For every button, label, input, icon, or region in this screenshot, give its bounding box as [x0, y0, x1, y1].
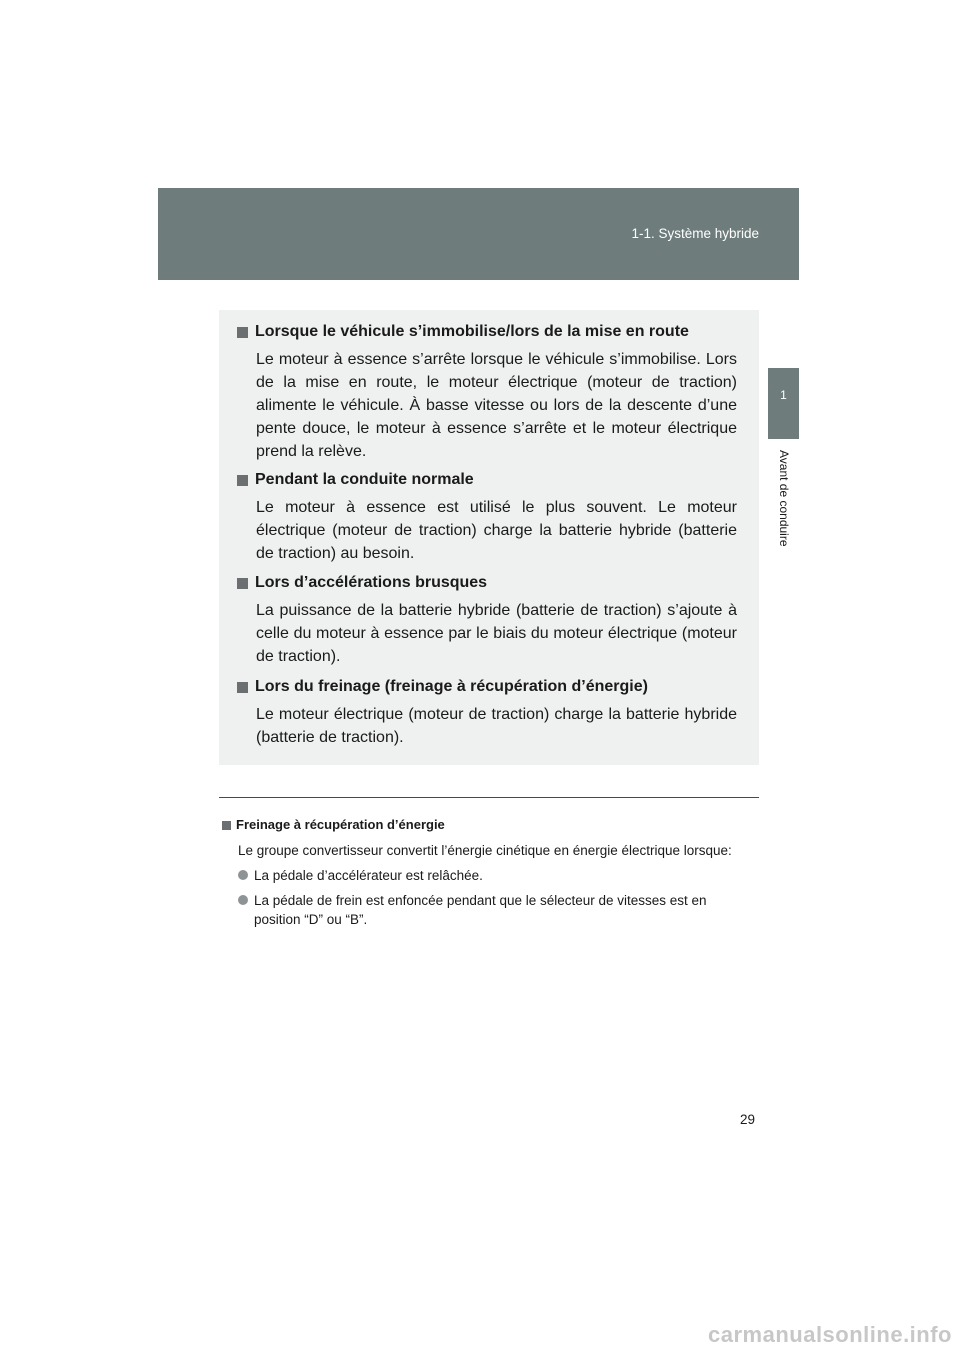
- info-item-heading: [237, 320, 737, 344]
- info-item: [237, 571, 737, 668]
- info-item-heading: [237, 675, 737, 699]
- square-bullet-icon: [237, 475, 248, 486]
- info-item-text: Le moteur à essence s’arrête lorsque le véhicule s’immobilise. Lors de la mise en route, le moteur électrique (moteur de traction) alimente le véhicule. À basse vitesse ou lors de la descente d’une pente douce, le moteur à essence s’arrête et le moteur électrique prend la relève.: [256, 351, 737, 460]
- info-item: [237, 468, 737, 565]
- note-bullet: [238, 866, 752, 885]
- info-box: [219, 310, 759, 765]
- square-bullet-icon: [237, 578, 248, 589]
- square-bullet-icon: [237, 327, 248, 338]
- note-heading-text: Freinage à récupération d’énergie: [236, 817, 445, 832]
- round-bullet-icon: [238, 895, 248, 905]
- info-item-text: Le moteur électrique (moteur de traction) charge la batterie hybride (batterie de traction).: [256, 706, 737, 746]
- square-bullet-icon: [237, 682, 248, 693]
- round-bullet-icon: [238, 870, 248, 880]
- section-title: 1-1. Système hybride: [631, 226, 759, 241]
- note-bullet-text: La pédale d’accélérateur est relâchée.: [254, 868, 483, 883]
- info-item-heading-text: Lorsque le véhicule s’immobilise/lors de la mise en route: [255, 323, 689, 340]
- info-item-heading-text: Pendant la conduite normale: [255, 471, 474, 488]
- info-item-heading: [237, 571, 737, 595]
- section-divider: [219, 797, 759, 798]
- info-item-text: Le moteur à essence est utilisé le plus souvent. Le moteur électrique (moteur de traction) charge la batterie hybride (batterie de traction) au besoin.: [256, 499, 737, 562]
- chapter-label: Avant de conduire: [777, 450, 791, 547]
- watermark: carmanualsonline.info: [708, 1322, 952, 1347]
- chapter-number: 1: [780, 388, 787, 402]
- chapter-tab: [768, 368, 799, 439]
- note-section: [222, 815, 752, 929]
- info-item-heading-text: Lors d’accélérations brusques: [255, 574, 488, 591]
- info-item-heading-text: Lors du freinage (freinage à récupération d’énergie): [255, 678, 648, 695]
- note-heading: [222, 815, 752, 835]
- info-item: [237, 320, 737, 463]
- info-item-heading: [237, 468, 737, 492]
- note-bullet-text: La pédale de frein est enfoncée pendant que le sélecteur de vitesses est en position “D” ou “B”.: [254, 893, 707, 927]
- info-item: [237, 675, 737, 749]
- info-item-text: La puissance de la batterie hybride (batterie de traction) s’ajoute à celle du moteur à essence par le biais du moteur électrique (moteur de traction).: [256, 602, 737, 665]
- square-bullet-icon: [222, 821, 231, 830]
- header-bar: [158, 188, 799, 280]
- page-number: 29: [740, 1112, 756, 1127]
- note-intro: Le groupe convertisseur convertit l’énergie cinétique en énergie électrique lorsque:: [238, 843, 732, 858]
- note-bullet: [238, 891, 752, 929]
